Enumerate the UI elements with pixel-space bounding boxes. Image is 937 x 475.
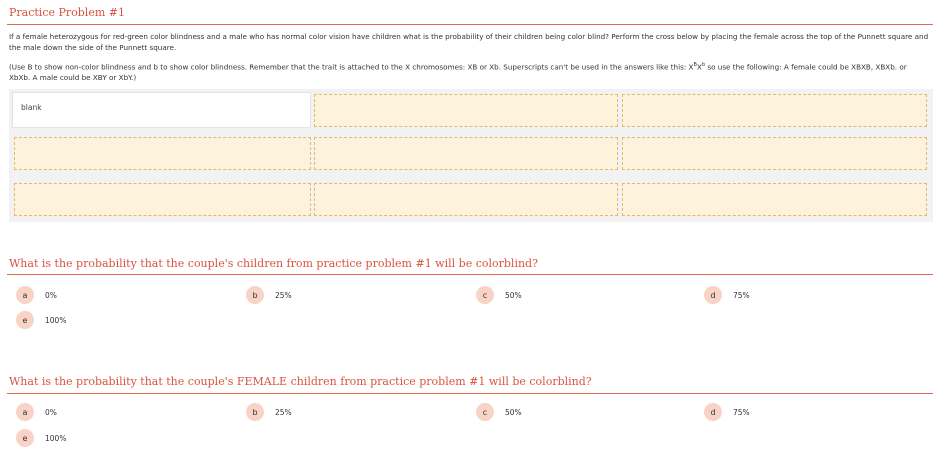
q1-option-c-badge: c [476,286,494,304]
q1-option-b-badge: b [246,286,264,304]
question-1-divider [7,274,933,275]
q1-option-d-badge: d [704,286,722,304]
q1-option-e[interactable] [16,311,66,329]
question-1-text: What is the probability that the couple's children from practice problem #1 will be colorblind? [9,257,538,270]
q1-option-b-label: 25% [275,290,292,300]
q1-option-a-label: 0% [45,290,57,300]
q2-option-a-label: 0% [45,407,57,417]
question-2-divider [7,393,933,394]
question-2-text: What is the probability that the couple's FEMALE children from practice problem #1 will be colorblind? [9,375,592,388]
punnett-square [9,89,933,222]
q1-option-a[interactable] [16,286,57,304]
q2-option-e-badge: e [16,429,34,447]
female-allele-2-dropzone[interactable] [622,94,927,127]
q2-option-d-label: 75% [733,407,750,417]
title-divider [7,24,933,25]
problem-description: If a female heterozygous for red-green color blindness and a male who has normal color vision have children what is the probability of their children being color blind? Perform the cross below by placing the female across the top of the Punnett square and the male down the side of the Punnett square. [9,32,929,52]
q2-option-b-label: 25% [275,407,292,417]
female-allele-1-dropzone[interactable] [314,94,618,127]
q2-option-c-label: 50% [505,407,522,417]
q1-option-c-label: 50% [505,290,522,300]
offspring-2-2-dropzone[interactable] [622,183,927,216]
male-allele-1-dropzone[interactable] [14,137,311,170]
q2-option-e[interactable] [16,429,66,447]
q1-option-d-label: 75% [733,290,750,300]
q2-option-b[interactable] [246,403,292,421]
q1-option-d[interactable] [704,286,750,304]
offspring-2-1-dropzone[interactable] [314,183,618,216]
blank-label: blank [21,103,42,112]
q2-option-c-badge: c [476,403,494,421]
q2-option-e-label: 100% [45,433,67,443]
q1-option-e-label: 100% [45,315,67,325]
problem-title: Practice Problem #1 [9,6,125,19]
problem-instructions: (Use B to show non-color blindness and b to show color blindness. Remember that the trait is attached to the X chromosomes: XB or Xb. Superscripts can't be used in the answers like this: $X^BX^b$ so use the following: A female could be XBXB, XBXb. or XbXb. A male could be XBY or XbY.) [9,62,907,83]
q2-option-a-badge: a [16,403,34,421]
q2-option-d[interactable] [704,403,750,421]
q2-option-a[interactable] [16,403,57,421]
q1-option-e-badge: e [16,311,34,329]
male-allele-2-dropzone[interactable] [14,183,311,216]
offspring-1-1-dropzone[interactable] [314,137,618,170]
q1-option-c[interactable] [476,286,522,304]
punnett-corner-cell [12,92,311,128]
q1-option-b[interactable] [246,286,292,304]
q2-option-b-badge: b [246,403,264,421]
q1-option-a-badge: a [16,286,34,304]
q2-option-c[interactable] [476,403,522,421]
offspring-1-2-dropzone[interactable] [622,137,927,170]
q2-option-d-badge: d [704,403,722,421]
